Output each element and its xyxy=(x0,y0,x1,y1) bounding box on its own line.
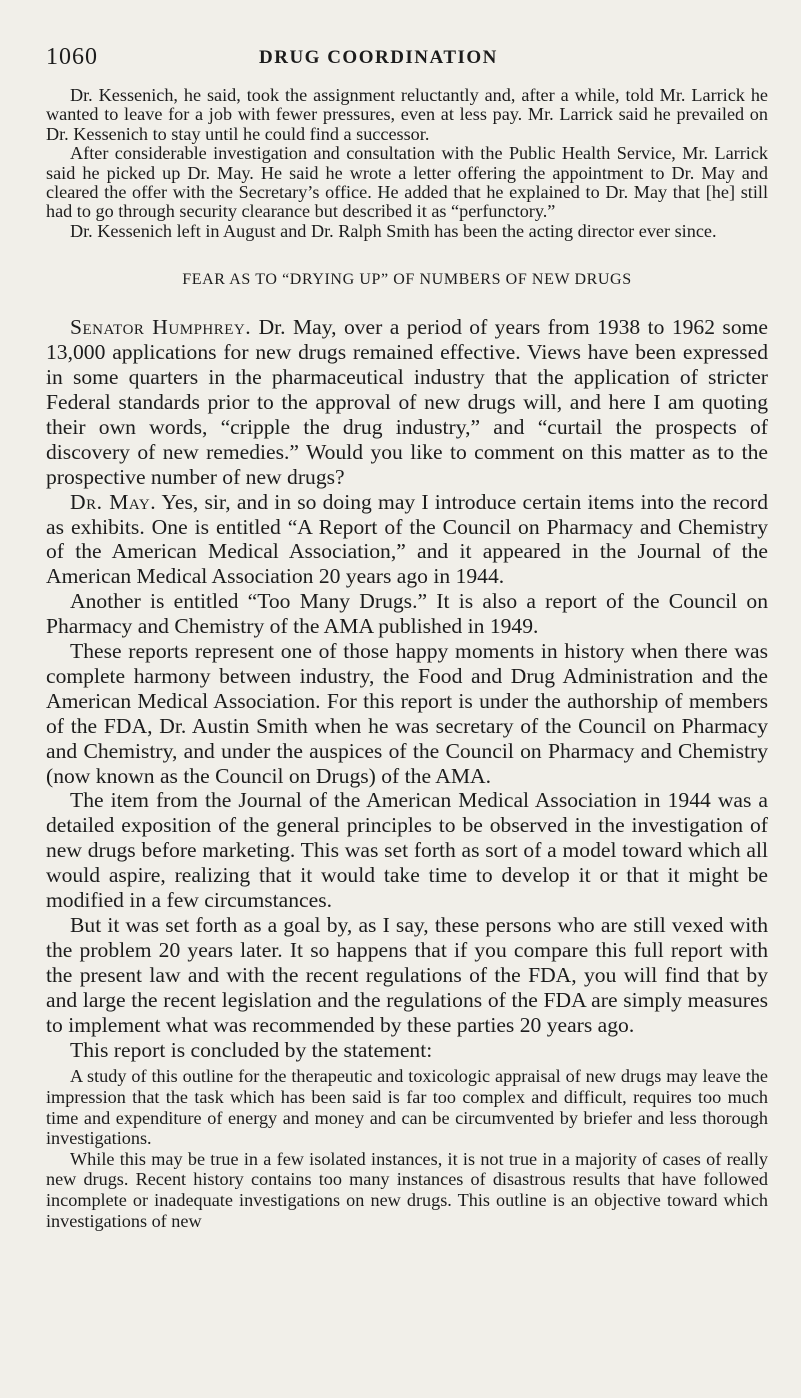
paragraph: This report is concluded by the statement: xyxy=(70,1037,433,1062)
running-head: DRUG COORDINATION xyxy=(259,47,498,68)
paragraph-text: Dr. May, over a period of years from 1938 to 1962 some 13,000 applications for new drugs remained effective. Views have been expressed in some quarters in the pharmaceutical industry that the application of stricter Federal standards prior to the approval of new drugs will, and here I am quoting their own words, “cripple the drug industry,” and “curtail the prospects of discovery of new remedies.” Would you like to comment on this matter as to the prospective number of new drugs? xyxy=(46,315,769,489)
paragraph: The item from the Journal of the American Medical Association in 1944 was a detailed exposition of the general principles to be observed in the investigation of new drugs before marketing. This was set forth as sort of a model toward which all would aspire, realizing that it would take time to develop it or that it might be modified in a few circumstances. xyxy=(46,788,768,913)
speaker-name: Dr. May. xyxy=(70,489,157,514)
paragraph xyxy=(46,490,768,590)
paragraph: Another is entitled “Too Many Drugs.” It is also a report of the Council on Pharmacy and Chemistry of the AMA published in 1949. xyxy=(46,589,768,639)
paragraph: These reports represent one of those happy moments in history when there was complete harmony between industry, the Food and Drug Administration and the American Medical Association. For this report is under the authorship of members of the FDA, Dr. Austin Smith when he was secretary of the Council on Pharmacy and Chemistry, and under the auspices of the Council on Pharmacy and Chemistry (now known as the Council on Drugs) of the AMA. xyxy=(46,639,768,788)
speaker-name: Senator Humphrey. xyxy=(70,315,252,340)
paragraph: Dr. Kessenich left in August and Dr. Ralph Smith has been the acting director ever since. xyxy=(70,220,717,241)
paragraph: Dr. Kessenich, he said, took the assignment reluctantly and, after a while, told Mr. Larrick he wanted to leave for a job with fewer pressures, even at less pay. Mr. Larrick said he prevailed on Dr. Kessenich to stay until he could find a successor. xyxy=(46,85,768,144)
paragraph: But it was set forth as a goal by, as I say, these persons who are still vexed with the problem 20 years later. It so happens that if you compare this full report with the present law and with the recent regulations of the FDA, you will find that by and large the recent legislation and the regulations of the FDA are simply measures to implement what was recommended by these parties 20 years ago. xyxy=(46,913,768,1037)
paragraph: After considerable investigation and consultation with the Public Health Service, Mr. Larrick said he picked up Dr. May. He said he wrote a letter offering the appointment to Dr. May and cleared the offer with the Secretary’s office. He added that he explained to Dr. May that [he] still had to go through security clearance but described it as “perfunctory.” xyxy=(46,143,768,222)
paragraph-text: Yes, sir, and in so doing may I introduce certain items into the record as exhibits. One is entitled “A Report of the Council on Pharmacy and Chemistry of the American Medical Association,” and it appeared in the Journal of the American Medical Association 20 years ago in 1944. xyxy=(46,489,768,589)
quoted-paragraph: While this may be true in a few isolated instances, it is not true in a majority of cases of really new drugs. Recent history contains too many instances of disastrous results that have followed incomplete or inadequate investigations on new drugs. This outline is an objective toward which investigations of new xyxy=(46,1148,768,1231)
quoted-paragraph: A study of this outline for the therapeutic and toxicologic appraisal of new drugs may leave the impression that the task which has been said is far too complex and difficult, requires too much time and expenditure of energy and money and can be circumvented by briefer and less thorough investigations. xyxy=(46,1066,768,1149)
paragraph xyxy=(46,315,768,489)
section-heading: FEAR AS TO “DRYING UP” OF NUMBERS OF NEW DRUGS xyxy=(182,271,632,289)
page-header xyxy=(46,44,761,76)
body-text xyxy=(46,86,768,1231)
page-number: 1060 xyxy=(46,44,98,70)
